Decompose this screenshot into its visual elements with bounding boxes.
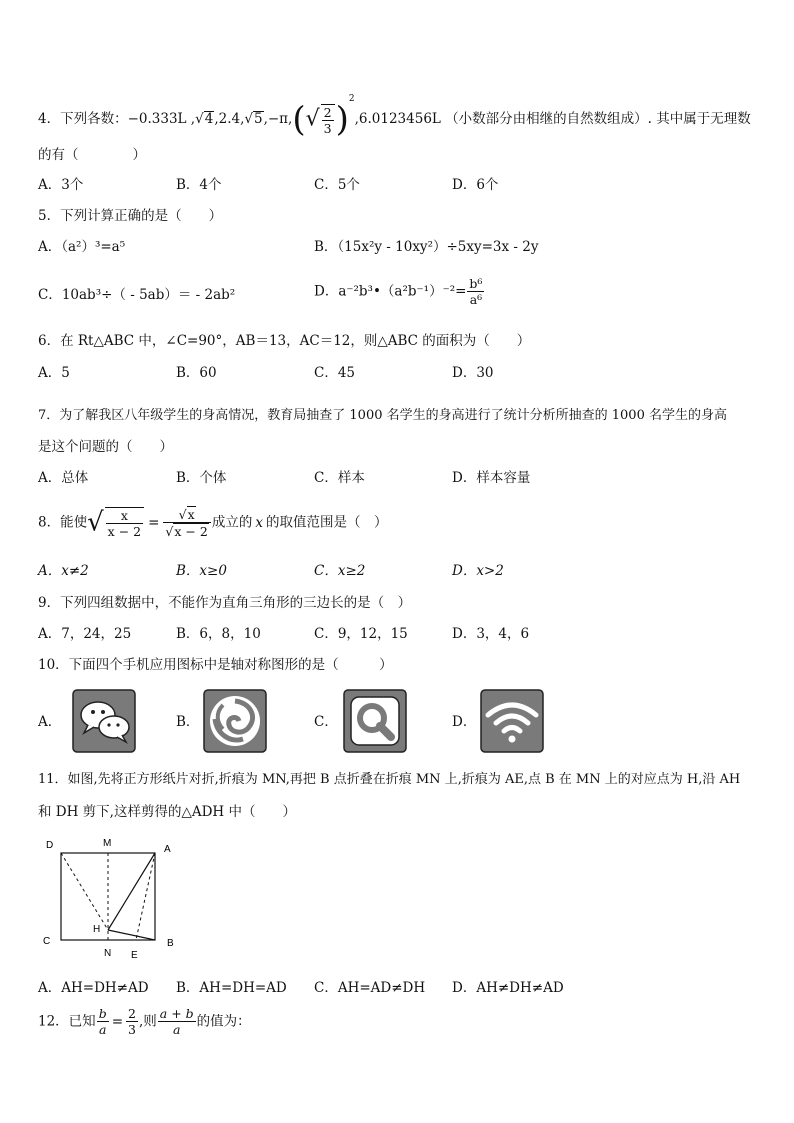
- q7-option-b[interactable]: B．个体: [176, 470, 227, 486]
- q12-eq: =: [111, 1013, 124, 1030]
- paren-right: ): [335, 99, 349, 140]
- q12-f2-den: 3: [128, 1022, 136, 1037]
- q6-stem: 6．在 Rt△ABC 中，∠C=90°，AB＝13，AC＝12，则△ABC 的面积为（ ）: [38, 333, 531, 349]
- q8-rhs-num-wrap: √x: [163, 506, 210, 523]
- q12-frac1: [97, 1006, 109, 1037]
- label-E: E: [131, 950, 138, 960]
- q12-prefix: 12．已知: [38, 1013, 96, 1030]
- q8-rhs: [163, 506, 210, 539]
- q9-option-d[interactable]: D．3，4，6: [452, 626, 530, 642]
- q11-option-b[interactable]: B．AH=DH=AD: [176, 980, 287, 996]
- q10-stem: 10．下面四个手机应用图标中是轴对称图形的是（ ）: [38, 657, 393, 673]
- label-A: A: [164, 844, 171, 855]
- label-D: D: [46, 840, 54, 851]
- q5-option-d-frac: [467, 276, 484, 307]
- q8-line: [38, 506, 387, 539]
- q12-f2-num: 2: [128, 1006, 136, 1021]
- q12-f1-num: b: [98, 1006, 107, 1021]
- q4-frac-num: 2: [323, 104, 332, 120]
- sqrt-symbol: √: [244, 111, 253, 127]
- q4-n5: ,−π,: [263, 111, 293, 127]
- q12-frac2: [126, 1006, 138, 1037]
- q7-option-c[interactable]: C．样本: [314, 470, 365, 486]
- q4-sqrt5: 5: [253, 111, 263, 127]
- wifi-icon[interactable]: [480, 689, 544, 753]
- q7-option-a[interactable]: A．总体: [38, 470, 89, 486]
- q4-power: 2: [348, 94, 355, 104]
- q4-option-d[interactable]: D．6个: [452, 177, 499, 193]
- q8-rhs-den-wrap: √x − 2: [165, 524, 208, 539]
- q4-prefix: 4．下列各数：: [38, 111, 128, 127]
- q11-option-a[interactable]: A．AH=DH≠AD: [38, 980, 149, 996]
- q4-n6: ,6.0123456L: [354, 111, 441, 127]
- q10-label-b[interactable]: B．: [176, 714, 200, 730]
- q12-line: [38, 1006, 251, 1037]
- q5-option-d-text: D．a⁻²b³•（a²b⁻¹）⁻²=: [314, 283, 467, 300]
- q5-option-d[interactable]: [314, 276, 485, 307]
- q4-n1: −0.333L ,: [127, 111, 196, 127]
- q11-line1: 11．如图,先将正方形纸片对折,折痕为 MN,再把 B 点折叠在折痕 MN 上,折痕为 AE,点 B 在 MN 上的对应点为 H,沿 AH: [38, 772, 741, 787]
- label-H: H: [93, 924, 101, 935]
- sqrt-symbol: √: [87, 507, 104, 538]
- label-M: M: [103, 838, 112, 849]
- q4-option-a[interactable]: A．3个: [38, 177, 84, 193]
- magnifier-icon[interactable]: [343, 689, 407, 753]
- q10-label-a[interactable]: A．: [38, 714, 62, 730]
- q4-option-b[interactable]: B．4个: [176, 177, 222, 193]
- q10-label-d[interactable]: D．: [452, 714, 477, 730]
- q8-option-c[interactable]: C．x≥2: [314, 563, 366, 579]
- q5-d-num: b⁶: [469, 276, 483, 291]
- q9-option-a[interactable]: A．7，24，25: [38, 626, 132, 642]
- q5-d-den: a⁶: [469, 292, 483, 307]
- q12-suffix: 的值为：: [196, 1013, 251, 1030]
- sqrt-symbol: √: [195, 111, 204, 127]
- q11-option-d[interactable]: D．AH≠DH≠AD: [452, 980, 564, 996]
- q4-line1: [38, 94, 751, 140]
- q4-note: （小数部分由相继的自然数组成）. 其中属于无理数: [445, 111, 751, 127]
- q8-option-a[interactable]: A．x≠2: [38, 563, 89, 579]
- q7-option-d[interactable]: D．样本容量: [452, 470, 531, 486]
- q12-frac3: [158, 1006, 196, 1037]
- q6-option-c[interactable]: C．45: [314, 365, 356, 381]
- square-fold-diagram: [38, 836, 188, 960]
- q12-f1-den: a: [98, 1022, 107, 1037]
- q5-stem: 5．下列计算正确的是（ ）: [38, 208, 223, 224]
- q6-option-d[interactable]: D．30: [452, 365, 494, 381]
- label-B: B: [167, 938, 174, 949]
- q12-f3-den: a: [172, 1022, 181, 1037]
- q5-option-a[interactable]: A．（a²）³=a⁵: [38, 239, 126, 255]
- q4-option-c[interactable]: C．5个: [314, 177, 360, 193]
- label-C: C: [43, 936, 51, 947]
- q9-option-b[interactable]: B．6，8，10: [176, 626, 261, 642]
- q12-mid: ,则: [138, 1013, 157, 1030]
- swirl-icon[interactable]: [203, 689, 267, 753]
- q11-option-c[interactable]: C．AH=AD≠DH: [314, 980, 426, 996]
- q8-option-b[interactable]: B．x≥0: [176, 563, 227, 579]
- label-N: N: [104, 948, 112, 959]
- q11-line2: 和 DH 剪下,这样剪得的△ADH 中（ ）: [38, 804, 296, 820]
- q7-line1: 7．为了解我区八年级学生的身高情况，教育局抽查了 1000 名学生的身高进行了统计分析所抽查的 1000 名学生的身高: [38, 408, 727, 423]
- q8-lhs-num: x: [106, 508, 143, 524]
- q10-label-c[interactable]: C．: [314, 714, 338, 730]
- q8-suffix2: 的取值范围是（ ）: [265, 514, 388, 531]
- q9-option-c[interactable]: C．9，12，15: [314, 626, 408, 642]
- q5-option-b[interactable]: B．（15x²y - 10xy²）÷5xy=3x - 2y: [314, 239, 539, 255]
- q8-option-d[interactable]: D．x>2: [452, 563, 504, 579]
- q8-suffix: 成立的: [211, 514, 253, 531]
- q6-option-a[interactable]: A．5: [38, 365, 70, 381]
- q8-var: x: [255, 514, 263, 531]
- q4-n3: ,2.4,: [214, 111, 245, 127]
- q8-rhs-num: x: [187, 507, 195, 522]
- paren-left: (: [292, 99, 306, 140]
- q4-frac-den: 3: [323, 120, 332, 136]
- chat-bubbles-icon[interactable]: [72, 689, 136, 753]
- q9-stem: 9．下列四组数据中，不能作为直角三角形的三边长的是（ ）: [38, 595, 412, 611]
- q8-prefix: 8．能使: [38, 514, 88, 531]
- q8-lhs: [105, 507, 144, 539]
- q8-eq: =: [148, 514, 160, 531]
- q4-frac: [321, 104, 335, 136]
- sqrt-symbol: √: [305, 106, 320, 132]
- q5-option-c[interactable]: C．10ab³÷（ - 5ab）＝ - 2ab²: [38, 287, 236, 303]
- q4-line2: 的有（ ）: [38, 147, 146, 163]
- q6-option-b[interactable]: B．60: [176, 365, 217, 381]
- q12-f3-num: a + b: [159, 1006, 194, 1021]
- q8-rhs-den: x − 2: [174, 524, 208, 539]
- q4-sqrt4: 4: [204, 111, 214, 127]
- q8-lhs-den: x − 2: [107, 523, 142, 539]
- q7-line2: 是这个问题的（ ）: [38, 439, 173, 455]
